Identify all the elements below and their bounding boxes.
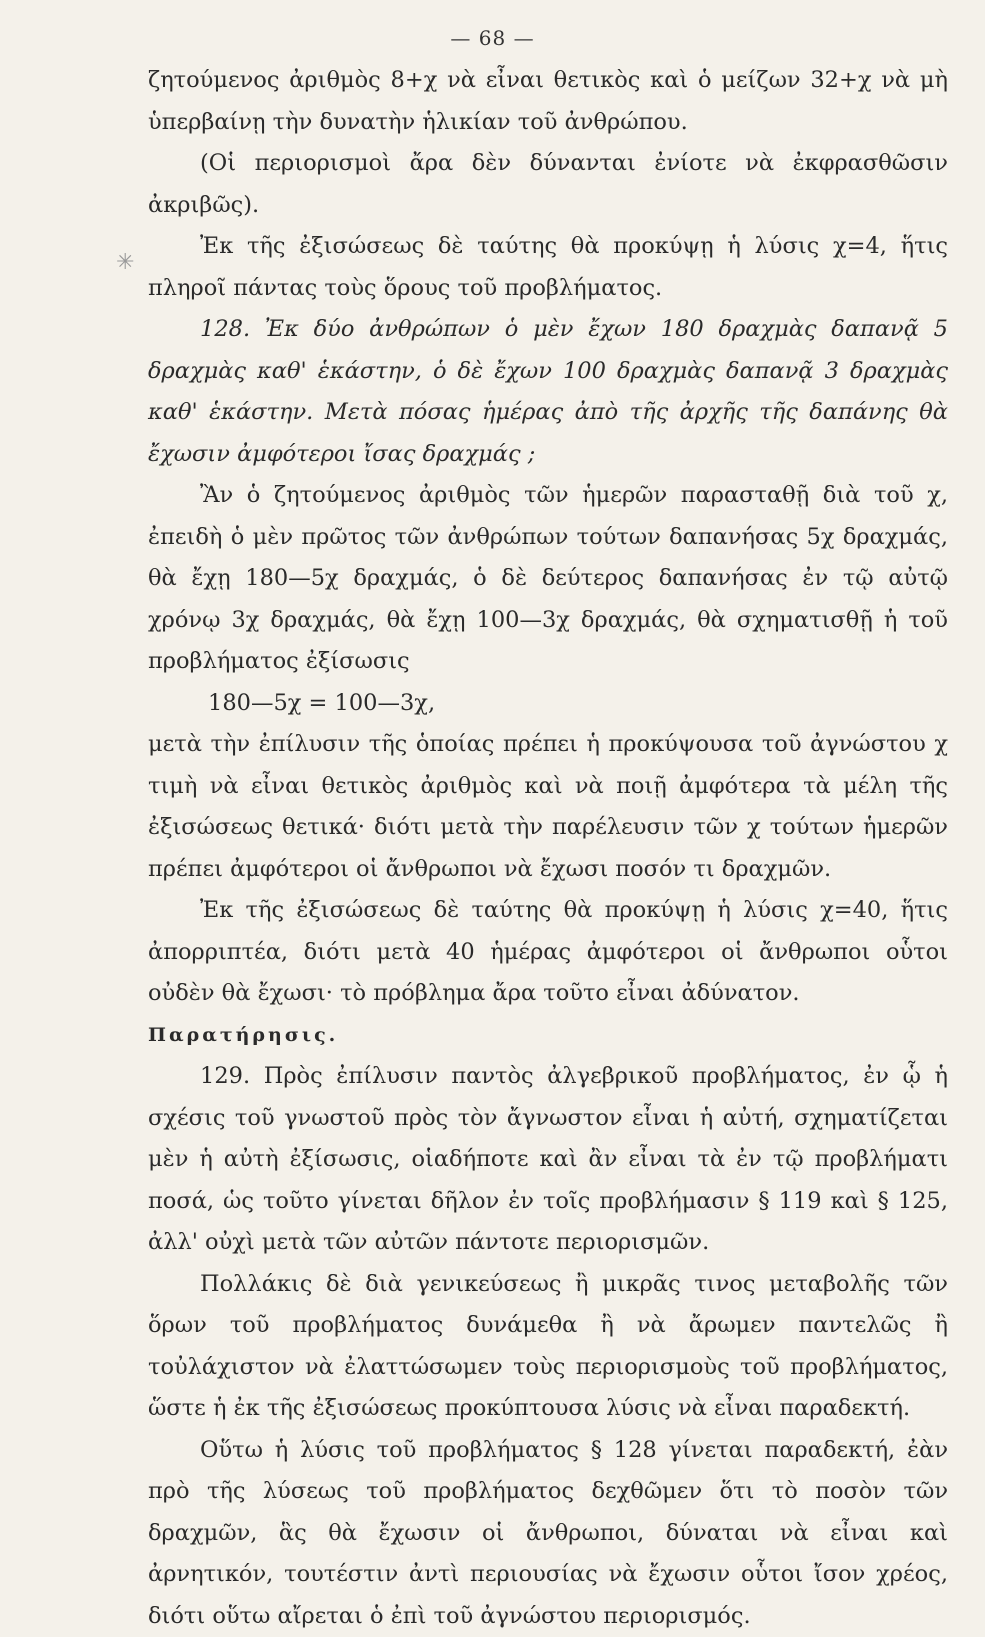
paragraph-3: Ἐκ τῆς ἐξισώσεως δὲ ταύτης θὰ προκύψῃ ἡ λύσις χ=4, ἥτις πληροῖ πάντας τοὺς ὅρους τοῦ προβλήματος. <box>148 226 948 309</box>
section-heading: Παρατήρησις. <box>148 1015 948 1057</box>
paragraph-6: μετὰ τὴν ἐπίλυσιν τῆς ὁποίας πρέπει ἡ προκύψουσα τοῦ ἀγνώστου χ τιμὴ νὰ εἶναι θετικὸς ἀριθμὸς καὶ νὰ ποιῇ ἀμφότερα τὰ μέλη τῆς ἐξισώσεως θετικά· διότι μετὰ τὴν παρέλευσιν τῶν χ τούτων ἡμερῶν πρέπει ἀμφότεροι οἱ ἄνθρωποι νὰ ἔχωσι ποσόν τι δραχμῶν. <box>148 724 948 890</box>
body-text <box>148 60 948 1637</box>
paragraph-2: (Οἱ περιορισμοὶ ἄρα δὲν δύνανται ἐνίοτε νὰ ἐκφρασθῶσιν ἀκριβῶς). <box>148 143 948 226</box>
paragraph-129: 129. Πρὸς ἐπίλυσιν παντὸς ἀλγεβρικοῦ προβλήματος, ἐν ᾧ ἡ σχέσις τοῦ γνωστοῦ πρὸς τὸν ἄγνωστον εἶναι ἡ αὐτή, σχηματίζεται μὲν ἡ αὐτὴ ἐξίσωσις, οἱαδήποτε καὶ ἂν εἶναι τὰ ἐν τῷ προβλήματι ποσά, ὡς τοῦτο γίνεται δῆλον ἐν τοῖς προβλήμασιν § 119 καὶ § 125, ἀλλ' οὐχὶ μετὰ τῶν αὐτῶν πάντοτε περιορισμῶν. <box>148 1056 948 1264</box>
equation: 180—5χ = 100—3χ, <box>148 683 948 725</box>
margin-asterisk-mark: ✳ <box>116 250 134 275</box>
paragraph-1: ζητούμενος ἀριθμὸς 8+χ νὰ εἶναι θετικὸς καὶ ὁ μείζων 32+χ νὰ μὴ ὑπερβαίνῃ τὴν δυνατὴν ἡλικίαν τοῦ ἀνθρώπου. <box>148 60 948 143</box>
paragraph-9: Πολλάκις δὲ διὰ γενικεύσεως ἢ μικρᾶς τινος μεταβολῆς τῶν ὅρων τοῦ προβλήματος δυνάμεθα ἢ νὰ ἄρωμεν παντελῶς ἢ τοὐλάχιστον νὰ ἐλαττώσωμεν τοὺς περιορισμοὺς τοῦ προβλήματος, ὥστε ἡ ἐκ τῆς ἐξισώσεως προκύπτουσα λύσις νὰ εἶναι παραδεκτή. <box>148 1264 948 1430</box>
paragraph-5: Ἂν ὁ ζητούμενος ἀριθμὸς τῶν ἡμερῶν παρασταθῇ διὰ τοῦ χ, ἐπειδὴ ὁ μὲν πρῶτος τῶν ἀνθρώπων τούτων δαπανήσας 5χ δραχμάς, θὰ ἔχῃ 180—5χ δραχμάς, ὁ δὲ δεύτερος δαπανήσας ἐν τῷ αὐτῷ χρόνῳ 3χ δραχμάς, θὰ ἔχῃ 100—3χ δραχμάς, θὰ σχηματισθῇ ἡ τοῦ προβλήματος ἐξίσωσις <box>148 475 948 683</box>
paragraph-7: Ἐκ τῆς ἐξισώσεως δὲ ταύτης θὰ προκύψῃ ἡ λύσις χ=40, ἥτις ἀπορριπτέα, διότι μετὰ 40 ἡμέρας ἀμφότεροι οἱ ἄνθρωποι οὗτοι οὐδὲν θὰ ἔχωσι· τὸ πρόβλημα ἄρα τοῦτο εἶναι ἀδύνατον. <box>148 890 948 1015</box>
page-number: — 68 — <box>0 26 985 50</box>
problem-128-statement: 128. Ἐκ δύο ἀνθρώπων ὁ μὲν ἔχων 180 δραχμὰς δαπανᾷ 5 δραχμὰς καθ' ἑκάστην, ὁ δὲ ἔχων 100 δραχμὰς δαπανᾷ 3 δραχμὰς καθ' ἑκάστην. Μετὰ πόσας ἡμέρας ἀπὸ τῆς ἀρχῆς τῆς δαπάνης θὰ ἔχωσιν ἀμφότεροι ἴσας δραχμάς ; <box>148 309 948 475</box>
paragraph-10: Οὕτω ἡ λύσις τοῦ προβλήματος § 128 γίνεται παραδεκτή, ἐὰν πρὸ τῆς λύσεως τοῦ προβλήματος δεχθῶμεν ὅτι τὸ ποσὸν τῶν δραχμῶν, ἃς θὰ ἔχωσιν οἱ ἄνθρωποι, δύναται νὰ εἶναι καὶ ἀρνητικόν, τουτέστιν ἀντὶ περιουσίας νὰ ἔχωσιν οὗτοι ἴσον χρέος, διότι οὕτω αἴρεται ὁ ἐπὶ τοῦ ἀγνώστου περιορισμός. <box>148 1430 948 1637</box>
